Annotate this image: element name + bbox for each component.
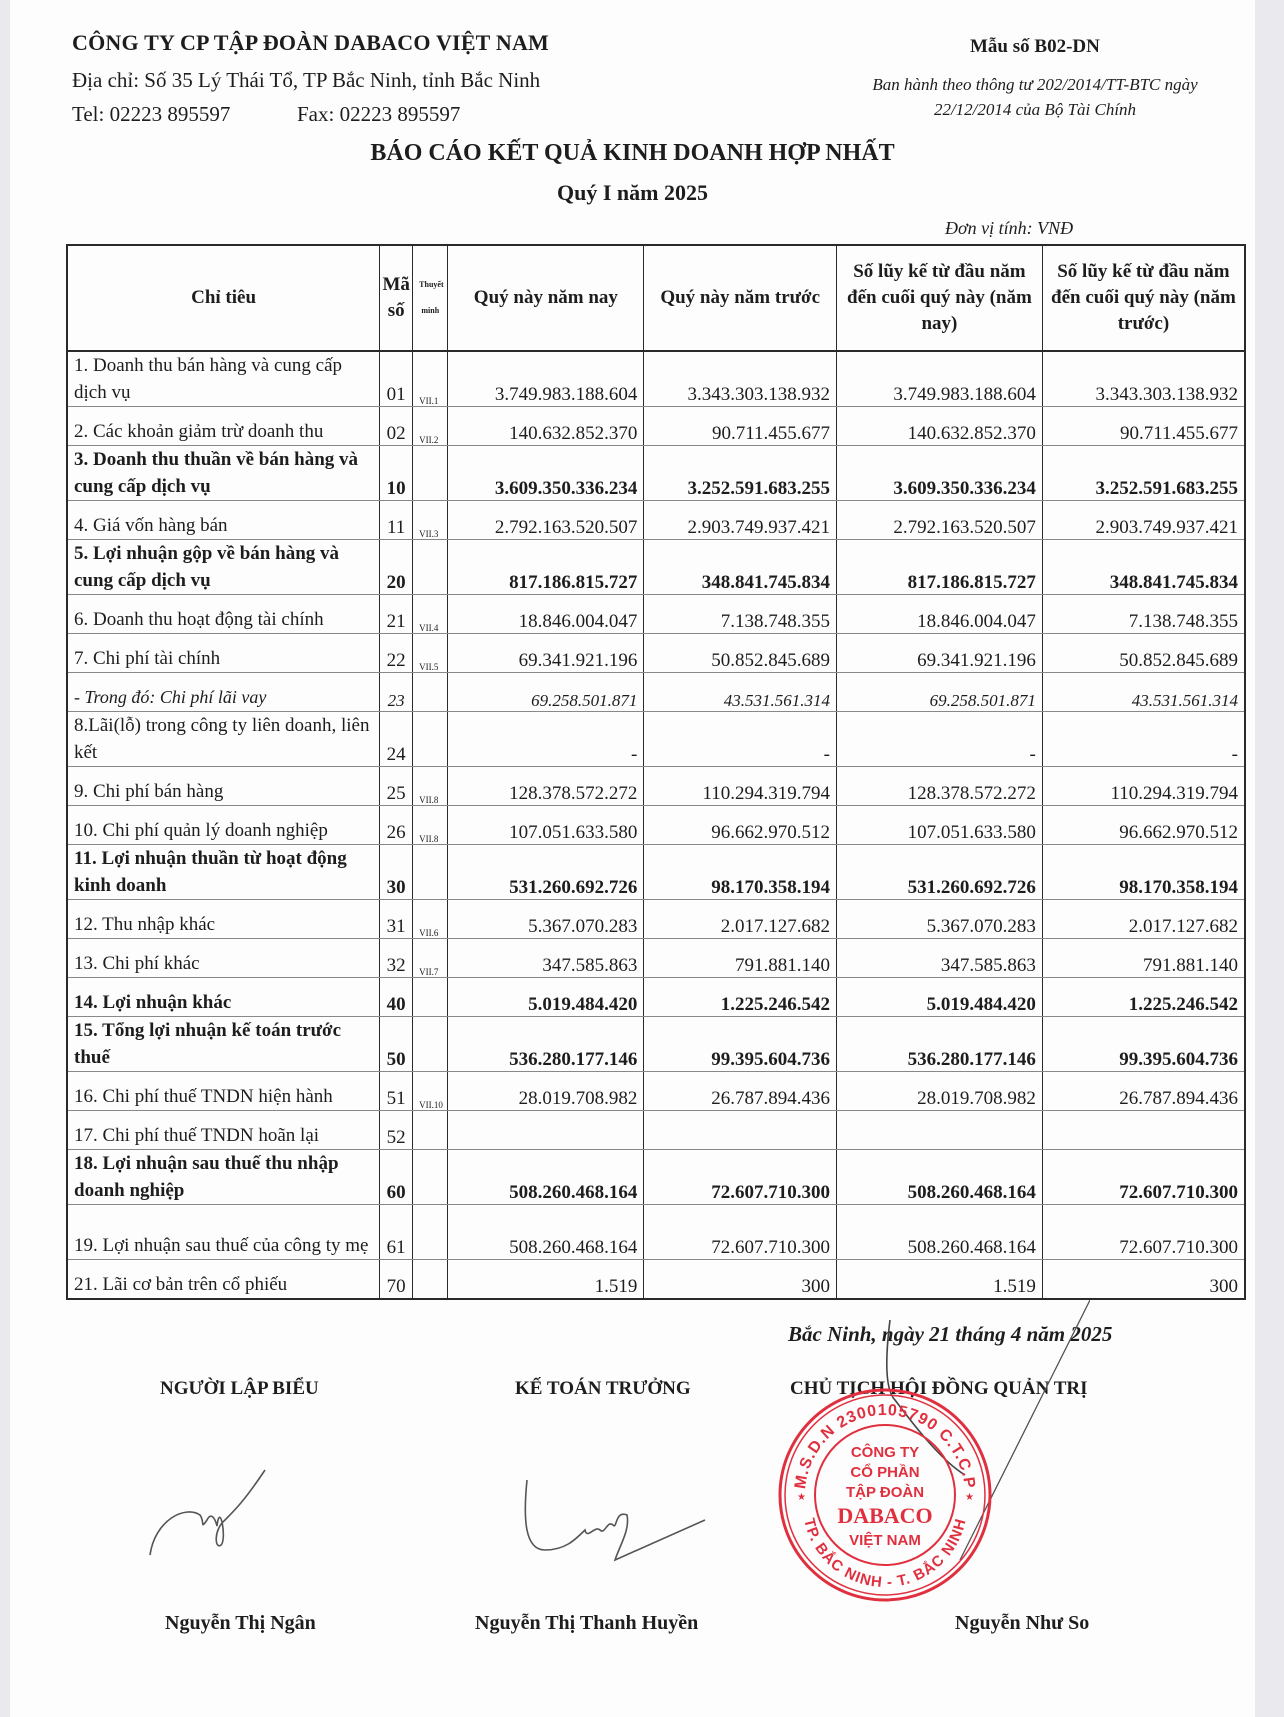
row-label: 19. Lợi nhuận sau thuế của công ty mẹ <box>67 1205 380 1260</box>
row-label: 15. Tổng lợi nhuận kế toán trước thuế <box>67 1017 380 1072</box>
row-code: 22 <box>380 634 413 673</box>
table-header-row <box>67 245 1245 351</box>
header-prior-quarter: Quý này năm trước <box>644 245 837 351</box>
row-note <box>413 978 448 1017</box>
row-current-quarter <box>448 1111 644 1150</box>
header-note: Thuyết minh <box>413 245 448 351</box>
row-note <box>413 1205 448 1260</box>
row-code: 02 <box>380 407 413 446</box>
row-ytd-prior <box>1042 1111 1245 1150</box>
row-note: VII.4 <box>413 595 448 634</box>
row-note <box>413 1150 448 1205</box>
table-row <box>67 595 1245 634</box>
row-current-quarter: 140.632.852.370 <box>448 407 644 446</box>
row-label: 9. Chi phí bán hàng <box>67 767 380 806</box>
header-ytd-prior: Số lũy kế từ đầu năm đến cuối quý này (năm trước) <box>1042 245 1245 351</box>
row-prior-quarter: 50.852.845.689 <box>644 634 837 673</box>
row-ytd-prior: 300 <box>1042 1260 1245 1300</box>
row-label: 2. Các khoản giảm trừ doanh thu <box>67 407 380 446</box>
row-note: VII.8 <box>413 767 448 806</box>
role-preparer: NGƯỜI LẬP BIỂU <box>160 1378 319 1399</box>
row-code: 25 <box>380 767 413 806</box>
row-label: - Trong đó: Chi phí lãi vay <box>67 673 380 712</box>
row-ytd-prior: 98.170.358.194 <box>1042 845 1245 900</box>
row-ytd-prior: 7.138.748.355 <box>1042 595 1245 634</box>
name-preparer: Nguyễn Thị Ngân <box>165 1612 316 1634</box>
row-code: 21 <box>380 595 413 634</box>
row-ytd-current: 531.260.692.726 <box>837 845 1043 900</box>
row-label: 4. Giá vốn hàng bán <box>67 501 380 540</box>
row-prior-quarter: 72.607.710.300 <box>644 1205 837 1260</box>
place-and-date: Bắc Ninh, ngày 21 tháng 4 năm 2025 <box>788 1322 1113 1346</box>
row-code: 40 <box>380 978 413 1017</box>
row-current-quarter: - <box>448 712 644 767</box>
row-ytd-prior: 791.881.140 <box>1042 939 1245 978</box>
row-note <box>413 1260 448 1300</box>
row-note: VII.3 <box>413 501 448 540</box>
row-code: 23 <box>380 673 413 712</box>
report-period: Quý I năm 2025 <box>557 180 708 205</box>
document-page <box>10 0 1255 1717</box>
row-current-quarter: 531.260.692.726 <box>448 845 644 900</box>
table-row <box>67 501 1245 540</box>
table-row <box>67 1111 1245 1150</box>
row-code: 31 <box>380 900 413 939</box>
row-current-quarter: 508.260.468.164 <box>448 1205 644 1260</box>
row-prior-quarter: 90.711.455.677 <box>644 407 837 446</box>
row-current-quarter: 817.186.815.727 <box>448 540 644 595</box>
row-current-quarter: 5.367.070.283 <box>448 900 644 939</box>
row-ytd-current: 2.792.163.520.507 <box>837 501 1043 540</box>
row-ytd-prior: 3.343.303.138.932 <box>1042 351 1245 407</box>
row-prior-quarter: 43.531.561.314 <box>644 673 837 712</box>
row-prior-quarter: 3.252.591.683.255 <box>644 446 837 501</box>
row-ytd-current: 69.258.501.871 <box>837 673 1043 712</box>
row-ytd-current: 140.632.852.370 <box>837 407 1043 446</box>
row-ytd-current: 28.019.708.982 <box>837 1072 1043 1111</box>
row-ytd-prior: 2.903.749.937.421 <box>1042 501 1245 540</box>
row-ytd-current: 5.367.070.283 <box>837 900 1043 939</box>
row-code: 30 <box>380 845 413 900</box>
row-prior-quarter: 99.395.604.736 <box>644 1017 837 1072</box>
row-code: 26 <box>380 806 413 845</box>
table-row <box>67 767 1245 806</box>
row-ytd-prior: 2.017.127.682 <box>1042 900 1245 939</box>
row-code: 32 <box>380 939 413 978</box>
header-ytd-current: Số lũy kế từ đầu năm đến cuối quý này (năm nay) <box>837 245 1043 351</box>
company-tel: Tel: 02223 895597 <box>72 102 231 126</box>
row-code: 24 <box>380 712 413 767</box>
row-current-quarter: 128.378.572.272 <box>448 767 644 806</box>
table-body <box>67 351 1245 1299</box>
row-note <box>413 446 448 501</box>
row-ytd-prior: 3.252.591.683.255 <box>1042 446 1245 501</box>
role-chairman: CHỦ TỊCH HỘI ĐỒNG QUẢN TRỊ <box>790 1378 1088 1399</box>
table-row <box>67 1017 1245 1072</box>
row-label: 11. Lợi nhuận thuần từ hoạt động kinh doanh <box>67 845 380 900</box>
table-row <box>67 407 1245 446</box>
row-prior-quarter: 3.343.303.138.932 <box>644 351 837 407</box>
row-prior-quarter: 300 <box>644 1260 837 1300</box>
row-prior-quarter <box>644 1111 837 1150</box>
signature-chief-accountant-icon <box>515 1470 715 1580</box>
table-row <box>67 806 1245 845</box>
seal-bottom-text: TP. BẮC NINH - T. BẮC NINH <box>800 1516 970 1592</box>
row-label: 3. Doanh thu thuần về bán hàng và cung cấp dịch vụ <box>67 446 380 501</box>
row-prior-quarter: 72.607.710.300 <box>644 1150 837 1205</box>
row-current-quarter: 508.260.468.164 <box>448 1150 644 1205</box>
row-note: VII.1 <box>413 351 448 407</box>
table-row <box>67 673 1245 712</box>
table-row <box>67 845 1245 900</box>
row-label: 14. Lợi nhuận khác <box>67 978 380 1017</box>
row-code: 20 <box>380 540 413 595</box>
row-ytd-current: 5.019.484.420 <box>837 978 1043 1017</box>
name-chairman: Nguyễn Như So <box>955 1612 1090 1634</box>
row-prior-quarter: 7.138.748.355 <box>644 595 837 634</box>
table-row <box>67 1260 1245 1300</box>
currency-unit: Đơn vị tính: VNĐ <box>945 218 1074 238</box>
row-current-quarter: 18.846.004.047 <box>448 595 644 634</box>
row-note <box>413 712 448 767</box>
row-label: 18. Lợi nhuận sau thuế thu nhập doanh nghiệp <box>67 1150 380 1205</box>
row-prior-quarter: 791.881.140 <box>644 939 837 978</box>
circular-reference <box>830 72 1240 122</box>
row-prior-quarter: 26.787.894.436 <box>644 1072 837 1111</box>
report-title: BÁO CÁO KẾT QUẢ KINH DOANH HỢP NHẤT <box>370 140 895 166</box>
row-label: 17. Chi phí thuế TNDN hoãn lại <box>67 1111 380 1150</box>
seal-line-4: DABACO <box>837 1503 933 1528</box>
row-ytd-current: 69.341.921.196 <box>837 634 1043 673</box>
row-current-quarter: 107.051.633.580 <box>448 806 644 845</box>
row-note <box>413 1111 448 1150</box>
row-code: 60 <box>380 1150 413 1205</box>
table-row <box>67 900 1245 939</box>
row-prior-quarter: 348.841.745.834 <box>644 540 837 595</box>
row-label: 1. Doanh thu bán hàng và cung cấp dịch vụ <box>67 351 380 407</box>
table-row <box>67 540 1245 595</box>
table-row <box>67 446 1245 501</box>
table-row <box>67 712 1245 767</box>
row-note: VII.5 <box>413 634 448 673</box>
row-current-quarter: 536.280.177.146 <box>448 1017 644 1072</box>
row-prior-quarter: 98.170.358.194 <box>644 845 837 900</box>
row-label: 13. Chi phí khác <box>67 939 380 978</box>
row-current-quarter: 69.341.921.196 <box>448 634 644 673</box>
row-code: 61 <box>380 1205 413 1260</box>
row-note <box>413 673 448 712</box>
row-ytd-prior: 1.225.246.542 <box>1042 978 1245 1017</box>
table-row <box>67 351 1245 407</box>
name-chief-accountant: Nguyễn Thị Thanh Huyền <box>475 1612 699 1634</box>
row-note <box>413 845 448 900</box>
row-ytd-current: 107.051.633.580 <box>837 806 1043 845</box>
row-current-quarter: 69.258.501.871 <box>448 673 644 712</box>
row-ytd-prior: 43.531.561.314 <box>1042 673 1245 712</box>
company-seal-icon <box>775 1385 995 1605</box>
seal-line-3: TẬP ĐOÀN <box>845 1484 925 1501</box>
row-note <box>413 1017 448 1072</box>
circular-line-2: 22/12/2014 của Bộ Tài Chính <box>933 100 1137 119</box>
header-code: Mã số <box>380 245 413 351</box>
row-current-quarter: 28.019.708.982 <box>448 1072 644 1111</box>
company-name: CÔNG TY CP TẬP ĐOÀN DABACO VIỆT NAM <box>72 30 550 55</box>
row-label: 5. Lợi nhuận gộp về bán hàng và cung cấp dịch vụ <box>67 540 380 595</box>
row-ytd-current: 817.186.815.727 <box>837 540 1043 595</box>
role-chief-accountant: KẾ TOÁN TRƯỞNG <box>515 1378 691 1399</box>
table-row <box>67 1072 1245 1111</box>
company-address: Địa chỉ: Số 35 Lý Thái Tổ, TP Bắc Ninh, tỉnh Bắc Ninh <box>72 68 541 92</box>
row-ytd-prior: 26.787.894.436 <box>1042 1072 1245 1111</box>
circular-line-1: Ban hành theo thông tư 202/2014/TT-BTC ngày <box>872 75 1198 94</box>
row-prior-quarter: 2.017.127.682 <box>644 900 837 939</box>
row-label: 6. Doanh thu hoạt động tài chính <box>67 595 380 634</box>
header-item: Chỉ tiêu <box>67 245 380 351</box>
income-statement-table <box>66 244 1246 1300</box>
seal-line-2: CỔ PHẦN <box>850 1464 920 1481</box>
row-label: 10. Chi phí quản lý doanh nghiệp <box>67 806 380 845</box>
row-ytd-prior: - <box>1042 712 1245 767</box>
row-note <box>413 540 448 595</box>
row-current-quarter: 1.519 <box>448 1260 644 1300</box>
row-label: 12. Thu nhập khác <box>67 900 380 939</box>
row-current-quarter: 347.585.863 <box>448 939 644 978</box>
row-ytd-current: 18.846.004.047 <box>837 595 1043 634</box>
row-ytd-prior: 99.395.604.736 <box>1042 1017 1245 1072</box>
row-ytd-current: 3.749.983.188.604 <box>837 351 1043 407</box>
table-row <box>67 1205 1245 1260</box>
row-code: 52 <box>380 1111 413 1150</box>
row-note: VII.2 <box>413 407 448 446</box>
row-ytd-current: 1.519 <box>837 1260 1043 1300</box>
row-ytd-current <box>837 1111 1043 1150</box>
row-prior-quarter: 2.903.749.937.421 <box>644 501 837 540</box>
row-ytd-prior: 72.607.710.300 <box>1042 1205 1245 1260</box>
seal-outer-text: M.S.D.N 2300105790 C.T.C.P <box>792 1401 978 1490</box>
row-note: VII.8 <box>413 806 448 845</box>
row-ytd-prior: 110.294.319.794 <box>1042 767 1245 806</box>
row-ytd-prior: 348.841.745.834 <box>1042 540 1245 595</box>
row-ytd-prior: 96.662.970.512 <box>1042 806 1245 845</box>
row-note: VII.6 <box>413 900 448 939</box>
row-code: 70 <box>380 1260 413 1300</box>
row-label: 16. Chi phí thuế TNDN hiện hành <box>67 1072 380 1111</box>
row-note: VII.7 <box>413 939 448 978</box>
table-row <box>67 978 1245 1017</box>
row-current-quarter: 3.749.983.188.604 <box>448 351 644 407</box>
table-row <box>67 939 1245 978</box>
row-label: 7. Chi phí tài chính <box>67 634 380 673</box>
row-code: 11 <box>380 501 413 540</box>
table-row <box>67 634 1245 673</box>
row-ytd-current: 347.585.863 <box>837 939 1043 978</box>
row-current-quarter: 3.609.350.336.234 <box>448 446 644 501</box>
company-fax: Fax: 02223 895597 <box>297 102 461 126</box>
row-prior-quarter: - <box>644 712 837 767</box>
signature-preparer-icon <box>145 1460 305 1570</box>
row-ytd-current: 508.260.468.164 <box>837 1150 1043 1205</box>
header-current-quarter: Quý này năm nay <box>448 245 644 351</box>
row-ytd-current: 508.260.468.164 <box>837 1205 1043 1260</box>
row-code: 51 <box>380 1072 413 1111</box>
row-ytd-prior: 72.607.710.300 <box>1042 1150 1245 1205</box>
row-label: 8.Lãi(lỗ) trong công ty liên doanh, liên kết <box>67 712 380 767</box>
seal-line-1: CÔNG TY <box>850 1444 920 1461</box>
row-current-quarter: 5.019.484.420 <box>448 978 644 1017</box>
row-ytd-current: - <box>837 712 1043 767</box>
row-code: 10 <box>380 446 413 501</box>
row-ytd-prior: 90.711.455.677 <box>1042 407 1245 446</box>
table-row <box>67 1150 1245 1205</box>
row-ytd-current: 128.378.572.272 <box>837 767 1043 806</box>
row-code: 50 <box>380 1017 413 1072</box>
row-ytd-current: 3.609.350.336.234 <box>837 446 1043 501</box>
seal-line-5: VIỆT NAM <box>849 1532 921 1549</box>
row-note: VII.10 <box>413 1072 448 1111</box>
svg-text:★: ★ <box>797 1492 806 1503</box>
row-prior-quarter: 1.225.246.542 <box>644 978 837 1017</box>
row-ytd-current: 536.280.177.146 <box>837 1017 1043 1072</box>
row-ytd-prior: 50.852.845.689 <box>1042 634 1245 673</box>
svg-text:★: ★ <box>965 1492 974 1503</box>
row-current-quarter: 2.792.163.520.507 <box>448 501 644 540</box>
row-prior-quarter: 96.662.970.512 <box>644 806 837 845</box>
row-code: 01 <box>380 351 413 407</box>
row-label: 21. Lãi cơ bản trên cổ phiếu <box>67 1260 380 1300</box>
form-number: Mẫu số B02-DN <box>970 36 1100 57</box>
row-prior-quarter: 110.294.319.794 <box>644 767 837 806</box>
